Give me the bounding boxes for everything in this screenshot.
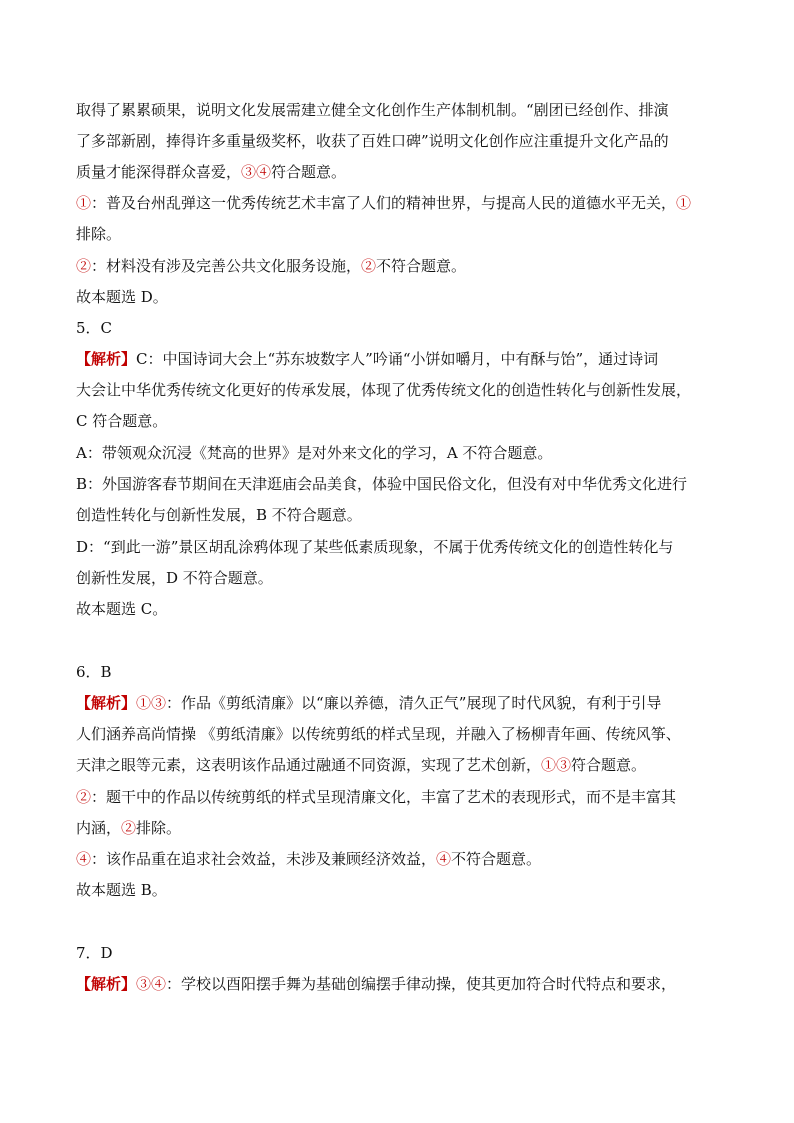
text-line: ②：题干中的作品以传统剪纸的样式呈现清廉文化，丰富了艺术的表现形式，而不是丰富其 [76, 788, 677, 806]
option-marker: ② [76, 257, 92, 275]
question-number: 7．D [76, 944, 113, 962]
option-marker: ③ [241, 163, 257, 181]
option-marker: ② [76, 788, 92, 806]
option-marker: ① [136, 694, 152, 712]
text-line: 天津之眼等元素，这表明该作品通过融通不同资源，实现了艺术创新，①③符合题意。 [76, 756, 647, 774]
text-line: 大会让中华优秀传统文化更好的传承发展，体现了优秀传统文化的创造性转化与创新性发展， [76, 381, 692, 399]
text-line: D：“到此一游”景区胡乱涂鸦体现了某些低素质现象，不属于优秀传统文化的创造性转化与 [76, 538, 674, 556]
text-line: 质量才能深得群众喜爱，③④符合题意。 [76, 163, 347, 181]
text-line: ④：该作品重在追求社会效益，未涉及兼顾经济效益，④不符合题意。 [76, 850, 542, 868]
option-marker: ④ [76, 850, 92, 868]
analysis-line [76, 349, 658, 369]
analysis-label: 【解析】 [76, 975, 137, 993]
analysis-text: C：中国诗词大会上“苏东坡数字人”吟诵“小饼如嚼月，中有酥与饴”，通过诗词 [136, 350, 659, 368]
answer-summary: 故本题选 B。 [76, 881, 167, 899]
option-marker: ④ [151, 975, 167, 993]
text-line: 创造性转化与创新性发展，B 不符合题意。 [76, 506, 362, 524]
text-line: 了多部新剧，捧得许多重量级奖杯，收获了百姓口碑”说明文化创作应注重提升文化产品的 [76, 132, 669, 150]
answer-summary: 故本题选 C。 [76, 600, 168, 618]
option-marker: ① [676, 194, 692, 212]
question-number: 5．C [76, 319, 113, 337]
option-marker: ③ [136, 975, 152, 993]
question-number: 6．B [76, 663, 112, 681]
text-line: 人们涵养高尚情操 《剪纸清廉》以传统剪纸的样式呈现，并融入了杨柳青年画、传统风筝、 [76, 725, 681, 743]
text-line: 排除。 [76, 225, 122, 243]
answer-summary: 故本题选 D。 [76, 288, 168, 306]
text-line: 创新性发展，D 不符合题意。 [76, 569, 273, 587]
text-line: 内涵，②排除。 [76, 819, 182, 837]
option-marker: ④ [256, 163, 272, 181]
option-marker: ③ [151, 694, 167, 712]
analysis-label: 【解析】 [76, 694, 137, 712]
analysis-text: ③④：学校以酉阳摆手舞为基础创编摆手律动操，使其更加符合时代特点和要求， [136, 975, 677, 993]
analysis-line [76, 974, 676, 994]
text-line: C 符合题意。 [76, 412, 168, 430]
text-line: ②：材料没有涉及完善公共文化服务设施，②不符合题意。 [76, 257, 467, 275]
text-line: A：带领观众沉浸《梵高的世界》是对外来文化的学习，A 不符合题意。 [76, 444, 553, 462]
option-marker: ② [361, 257, 377, 275]
option-marker: ③ [556, 756, 572, 774]
option-marker: ② [121, 819, 137, 837]
analysis-line [76, 693, 661, 713]
option-marker: ① [541, 756, 557, 774]
option-marker: ④ [436, 850, 452, 868]
option-marker: ① [76, 194, 92, 212]
analysis-label: 【解析】 [76, 350, 137, 368]
analysis-text: ①③：作品《剪纸清廉》以“廉以养德，清久正气”展现了时代风貌，有利于引导 [136, 694, 662, 712]
text-line: B：外国游客春节期间在天津逛庙会品美食，体验中国民俗文化，但没有对中华优秀文化进行 [76, 475, 688, 493]
text-line: ①：普及台州乱弹这一优秀传统艺术丰富了人们的精神世界，与提高人民的道德水平无关，① [76, 194, 692, 212]
text-line: 取得了累累硕果，说明文化发展需建立健全文化创作生产体制机制。“剧团已经创作、排演 [76, 101, 669, 119]
